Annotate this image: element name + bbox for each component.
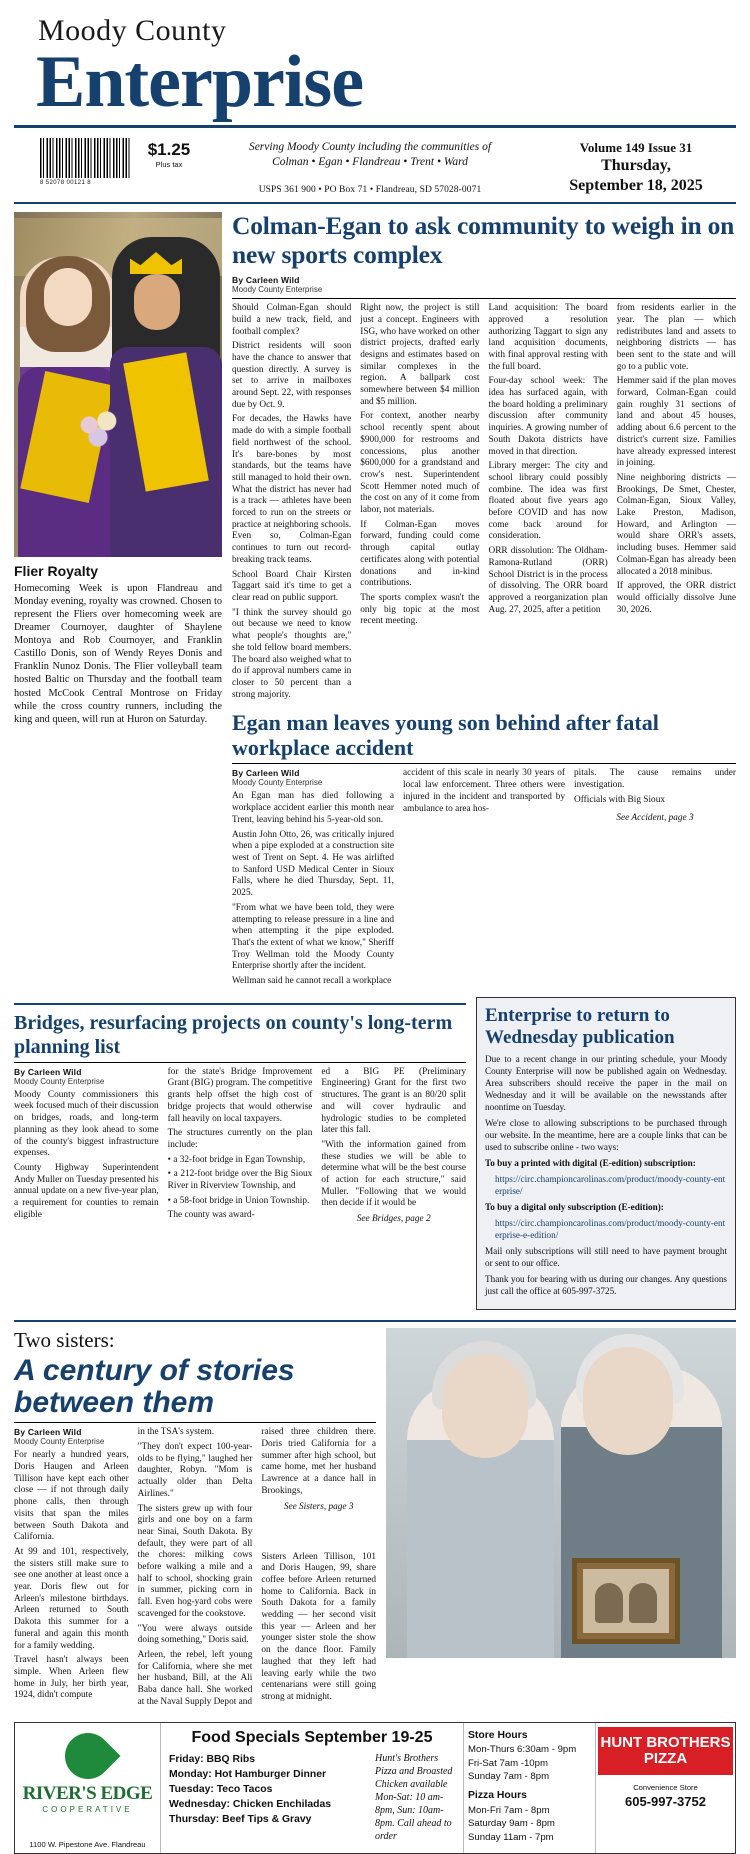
sisters-story [14, 1320, 736, 1712]
lead-byline-sub: Moody County Enterprise [232, 285, 323, 295]
leaf-icon [55, 1723, 120, 1788]
bridges-headline: Bridges, resurfacing projects on county's long-term planning list [14, 1011, 453, 1058]
price-sub: Plus tax [155, 159, 183, 169]
list-item: Sunday 11am - 7pm [468, 1831, 554, 1843]
bridges-columns [14, 1067, 466, 1225]
sisters-byline: By Carleen Wild [14, 1427, 82, 1438]
paragraph: ORR dissolution: The Oldham-Ramona-Rutland (ORR) School District is in the process of dissolving. The ORR board approved a reorganization plan Aug. 27, 2025, after a petition [488, 546, 608, 615]
paragraph: Moody County commissioners this week focused much of their discussion on bridges, roads, and long-term planning as they look ahead to some of the county's biggest infrastructure expenses. [14, 1089, 159, 1159]
lower-section [14, 997, 736, 1310]
divider [14, 1062, 466, 1063]
top-section [14, 212, 736, 991]
paragraph: If approved, the ORR district would officially dissolve June 30, 2026. [616, 581, 736, 615]
paragraph: For context, another nearby school recently spent about $900,000 for restrooms and concessions, plus another $600,000 for a grandstand and crow's nest. Superintendent Scott Hemmer noted much of the cost on any of it come from labor, not materials. [360, 411, 480, 516]
paragraph: If Colman-Egan moves forward, funding could come through capital outlay certificates along with potential donations and in-kind contributions. [360, 519, 480, 589]
paragraph: Wellman said he cannot recall a workplace [232, 976, 392, 987]
pizza-hours-title: Pizza Hours [468, 1790, 527, 1802]
coop-sub: COOPERATIVE [42, 1804, 133, 1814]
paragraph: The county was award- [167, 1210, 255, 1221]
paragraph: Four-day school week: The idea has surfaced again, with the board holding a preliminary discussion after community inquiries. A growing number of South Dakota districts have moved in that direction. [488, 376, 608, 457]
enterprise-notice-box [476, 997, 736, 1310]
egan-byline-sub: Moody County Enterprise [232, 778, 323, 788]
paragraph: Library merger: The city and school library could possibly combine. The idea was first floated about five years ago before COVID and has now come back around for consideration. [488, 461, 608, 542]
paragraph: Officials with Big Sioux [574, 794, 665, 805]
paragraph: Austin John Otto, 26, was critically injured when a pipe exploded at a construction site west of Trent on Sept. 4. He was airlifted to Sanford USD Medical Center in Sioux Falls, where he died Thursday, Sept. 11, 2025. [232, 829, 394, 899]
paragraph: The sisters grew up with four girls and one boy on a farm near Sinai, South Dakota. By default, they were part of all the chores: milking cows before walking a mile and a half to school, shocking grain in summer, picking corn in fall. Even hog-yard cobs were scavenged for the cookstove. [137, 1503, 253, 1619]
paragraph: Should Colman-Egan should build a new track, field, and football complex? [232, 303, 352, 337]
sisters-byline-sub: Moody County Enterprise [14, 1437, 105, 1447]
paragraph: An Egan man has died following a workplace accident earlier this month near Trent, leaving behind his 5-year-old son. [232, 791, 394, 825]
photo-caption-body: Homecoming Week is upon Flandreau and Monday evening, royalty was crowned. Chosen to represent the Fliers over homecoming week are Dreamer Cournoyer, daughter of Shaylene Montoya and Rob Cournoyer, and Franklin Castillo Donis, son of Wendy Reyes Donis and Franklin Nunoz Donis. The Flier volleyball team hosted Baltic on Thursday and the football team hosted McCook Central Montrose on Friday while the cross country runners, including the king and queen, will run at Huron on Saturday. [14, 583, 222, 725]
lead-columns [232, 303, 736, 704]
sisters-columns [14, 1427, 376, 1711]
paragraph: raised three children there. Doris tried California for a summer after high school, but came home, met her husband Lawrence at a dance hall in Brookings, [261, 1427, 377, 1496]
serving-line-2: Colman • Egan • Flandreau • Trent • Ward [272, 156, 468, 169]
masthead-rule-2 [14, 202, 736, 205]
egan-jumpline: See Accident, page 3 [616, 812, 694, 823]
sisters-headline: A century of stories between them [14, 1353, 295, 1419]
paragraph: from residents earlier in the year. The plan — which redistributes land and assets to neighboring districts — has been sent to the state and will go to a public vote. [616, 303, 736, 372]
paragraph: in the TSA's system. [137, 1427, 215, 1438]
subscription-link-print-digital[interactable]: https://circ.championcarolinas.com/product/moody-county-enterprise/ [495, 1173, 726, 1196]
sisters-photo-caption: Sisters Arleen Tillison, 101 and Doris Haugen, 99, share coffee before Arleen returned home to California. Back in South Dakota for a family wedding — her second visit this year — Arleen and her younger sister stole the show on the dance floor. Family laughed that they left had leaving early while the two centenarians were still going strong at midnight. [261, 1551, 377, 1702]
egan-headline: Egan man leaves young son behind after fatal workplace accident [232, 710, 659, 761]
sisters-top [14, 1328, 736, 1712]
paragraph: • a 212-foot bridge over the Big Sioux River in Riverview Township, and [167, 1169, 313, 1192]
list-item: Wednesday: Chicken Enchiladas [169, 1799, 332, 1811]
paragraph: District residents will soon have the chance to answer that question directly. A survey is set to arrive in mailboxes around Sept. 22, with responses due by Oct. 9. [232, 341, 352, 410]
list-item: Tuesday: Teco Tacos [169, 1783, 273, 1795]
rivers-edge-logo [15, 1723, 161, 1853]
hunt-brothers-block [595, 1723, 735, 1853]
masthead [14, 10, 736, 204]
paragraph: "They don't expect 100-year-olds to be flying," laughed her daughter, Robyn. "Mom is actually older than Delta Airlines." [137, 1442, 253, 1499]
hunt-brothers-logo: HUNT BROTHERS PIZZA [598, 1727, 733, 1775]
egan-byline: By Carleen Wild [232, 768, 300, 779]
subscription-link-digital[interactable]: https://circ.championcarolinas.com/product/moody-county-enterprise-e-edition/ [495, 1217, 726, 1240]
paragraph: Travel hasn't always been simple. When Arleen flew home in July, her birth year, 1924, didn't compute [14, 1655, 129, 1701]
paragraph: For nearly a hundred years, Doris Haugen and Arleen Tillison have kept each other close — if not through daily phone calls, then through visits that span the miles between South Dakota and California. [14, 1450, 129, 1543]
egan-columns [232, 768, 736, 990]
usps-line: USPS 361 900 • PO Box 71 • Flandreau, SD 57028-0071 [258, 184, 482, 195]
list-item: Fri-Sat 7am -10pm [468, 1757, 548, 1769]
egan-story [232, 710, 736, 990]
paragraph: ed a BIG PE (Preliminary Engineering) Grant for the first two structures. The grant is an 80/20 split and will cover hydraulic and hydrologic studies to be completed later this fall. [321, 1066, 467, 1136]
paragraph: • a 32-foot bridge in Egan Township, [167, 1154, 306, 1165]
paragraph: "From what we have been told, they were attempting to release pressure in a line and when attempting it the pipe exploded. That's the extent of what we know," Sheriff Troy Wellman told the Moody County Enterprise shortly after the incident. [232, 902, 394, 972]
ad-day-list [169, 1752, 367, 1843]
coop-address: 1100 W. Pipestone Ave. Flandreau [29, 1839, 146, 1849]
paragraph: Nine neighboring districts — Brookings, De Smet, Chester, Colman-Egan, Sioux Valley, Lake Preston, Madison, Howard, and Arlington — would share ORR's assets, including buses. Hemmer said Colman-Egan has already been allocated a 2018 minibus. [616, 472, 736, 577]
bridges-story [14, 997, 466, 1310]
paragraph: County Highway Superintendent Andy Muller on Tuesday presented his annual update on a new five-year plan, a requirement for counties to remain eligible [14, 1162, 159, 1220]
ad-specials [169, 1752, 455, 1843]
flier-royalty-photo-block [14, 212, 222, 991]
list-item: Sunday 7am - 8pm [468, 1770, 550, 1782]
store-hours-title: Store Hours [468, 1729, 528, 1741]
homecoming-royalty-photo [14, 212, 222, 557]
sisters-photo [386, 1328, 736, 1658]
notice-option-2-label: To buy a digital only subscription (E-edition): [485, 1201, 664, 1212]
paragraph: School Board Chair Kirsten Taggart said it's time to get a clear read on public support. [232, 569, 352, 603]
barcode-bars [40, 138, 132, 178]
convenience-store-label: Convenience Store [633, 1782, 698, 1792]
bridges-jumpline: See Bridges, page 2 [356, 1214, 431, 1225]
list-item: Saturday 9am - 8pm [468, 1818, 555, 1830]
serving-line-1: Serving Moody County including the communities of [248, 140, 492, 153]
ad-specials-block [161, 1723, 463, 1853]
issue-day: Thursday, [601, 156, 671, 174]
list-item: Mon-Thurs 6:30am - 9pm [468, 1744, 577, 1756]
ad-title: Food Specials September 19-25 [191, 1728, 433, 1746]
paragraph: "I think the survey should go out because we need to know what people's thoughts are," she told fellow board members. The board also weighed what to do if approval numbers came in closer to 50 percent than a strong majority. [232, 607, 352, 700]
paragraph: Land acquisition: The board approved a resolution authorizing Taggart to sign any land acquisition documents, with final approval resting with the full board. [488, 303, 608, 372]
notice-paragraph: We're close to allowing subscriptions to be purchased through our website. In the meantime, here are a couple links that can be used to subscribe online - two ways: [485, 1118, 727, 1153]
serving-area [204, 138, 536, 195]
paragraph: accident of this scale in nearly 30 years of local law enforcement. Three others were injured in the incident and transported by ambulance to area hos- [403, 768, 565, 814]
barcode-number: 8 52078 00121 8 [40, 179, 92, 186]
divider [232, 298, 736, 299]
sisters-jumpline: See Sisters, page 3 [283, 1501, 354, 1512]
issue-date: September 18, 2025 [569, 176, 703, 194]
photo-caption-headline: Flier Royalty [14, 563, 99, 580]
notice-paragraph: Due to a recent change in our printing schedule, your Moody County Enterprise will now be published again on Wednesday. Area subscribers should receive the paper in the mail on Wednesday and it will be available on the newsstands after noontime on Tuesday. [485, 1054, 727, 1113]
lead-story [232, 212, 736, 991]
paragraph: The sports complex wasn't the only big topic at the most recent meeting. [360, 592, 480, 627]
notice-title: Enterprise to return to Wednesday publication [485, 1004, 675, 1048]
list-item: Friday: BBQ Ribs [169, 1753, 256, 1765]
paragraph: At 99 and 101, respectively, the sisters still make sure to see one another at least once a year. Doris flew out for Arleen's milestone birthdays. Arleen returned to South Dakota this summer for a funeral and again this month for a family wedding. [14, 1546, 129, 1651]
volume-box [536, 138, 736, 196]
notice-closing: Thank you for bearing with us during our changes. Any questions just call the office at 605-997-3725. [485, 1273, 727, 1296]
list-item: Thursday: Beef Tips & Gravy [169, 1814, 312, 1826]
price-box [134, 138, 204, 169]
bridges-byline-sub: Moody County Enterprise [14, 1076, 105, 1086]
sisters-text-block [14, 1328, 376, 1712]
paragraph: For decades, the Hawks have made do with a simple football field northwest of the school. It's bare-bones by most standards, but the teams have still managed to hold their own. What the district has never had is a track — athletes have been forced to run on the streets or practice at neighboring schools. Even so, Colman-Egan continues to turn out record-breaking track teams. [232, 414, 352, 565]
paragraph: for the state's Bridge Improvement Grant (BIG) program. The competitive grants help offset the high cost of bridge projects that would otherwise fall heavily on local taxpayers. [167, 1066, 313, 1124]
ad-phone-number[interactable]: 605-997-3752 [625, 1793, 706, 1809]
bottom-advertisement[interactable] [14, 1722, 736, 1854]
lead-byline: By Carleen Wild [232, 275, 300, 286]
volume-issue: Volume 149 Issue 31 [579, 139, 693, 155]
paragraph: Right now, the project is still just a concept. Engineers with ISG, who have worked on other district projects, drafted early designs and estimates based on similar complexes in the region. A ballpark cost somewhere between $4 million and $5 million. [360, 303, 480, 407]
paragraph: pitals. The cause remains under investigation. [574, 768, 736, 791]
paragraph: "With the information gained from these studies we will be able to determine what will be the best course of action for each structure," said Muller. "Following that we would then decide if it would be [321, 1139, 467, 1209]
notice-option-1-label: To buy a printed with digital (E-edition) subscription: [485, 1158, 696, 1169]
divider [14, 1003, 466, 1005]
ad-hours-block [463, 1723, 595, 1853]
bridges-byline: By Carleen Wild [14, 1066, 82, 1077]
sisters-kicker: Two sisters: [14, 1327, 115, 1352]
lead-headline: Colman-Egan to ask community to weigh in on new sports complex [232, 211, 735, 269]
paragraph: • a 58-foot bridge in Union Township. [167, 1195, 310, 1206]
barcode [14, 138, 134, 186]
masthead-title: Enterprise [36, 41, 364, 123]
divider [14, 1422, 376, 1423]
paragraph: Hemmer said if the plan moves forward, Colman-Egan could gain roughly 31 sections of land and about 45 houses, adding about 6.6 percent to the district's current size. Families have already expressed interest in joining. [616, 376, 736, 469]
notice-closing: Mail only subscriptions will still need to have payment brought or sent to our office. [485, 1245, 727, 1268]
divider [232, 763, 736, 764]
masthead-info [14, 128, 736, 196]
ad-note: Hunt's Brothers Pizza and Broasted Chicken available Mon-Sat: 10 am-8pm, Sun: 10am-8pm. Call ahead to order [375, 1752, 453, 1842]
paragraph: "You were always outside doing something," Doris said. [137, 1623, 253, 1646]
coop-name: RIVER'S EDGE [22, 1782, 153, 1804]
masthead-county: Moody County [38, 14, 227, 47]
paragraph: The structures currently on the plan include: [167, 1128, 313, 1150]
paragraph: Arleen, the rebel, left young for California, where she met her husband, Bill, at the Ali Baba dance hall. She worked at the Naval Supply Depot and [137, 1650, 253, 1707]
price: $1.25 [147, 139, 191, 159]
list-item: Mon-Fri 7am - 8pm [468, 1804, 550, 1816]
list-item: Monday: Hot Hamburger Dinner [169, 1768, 327, 1780]
